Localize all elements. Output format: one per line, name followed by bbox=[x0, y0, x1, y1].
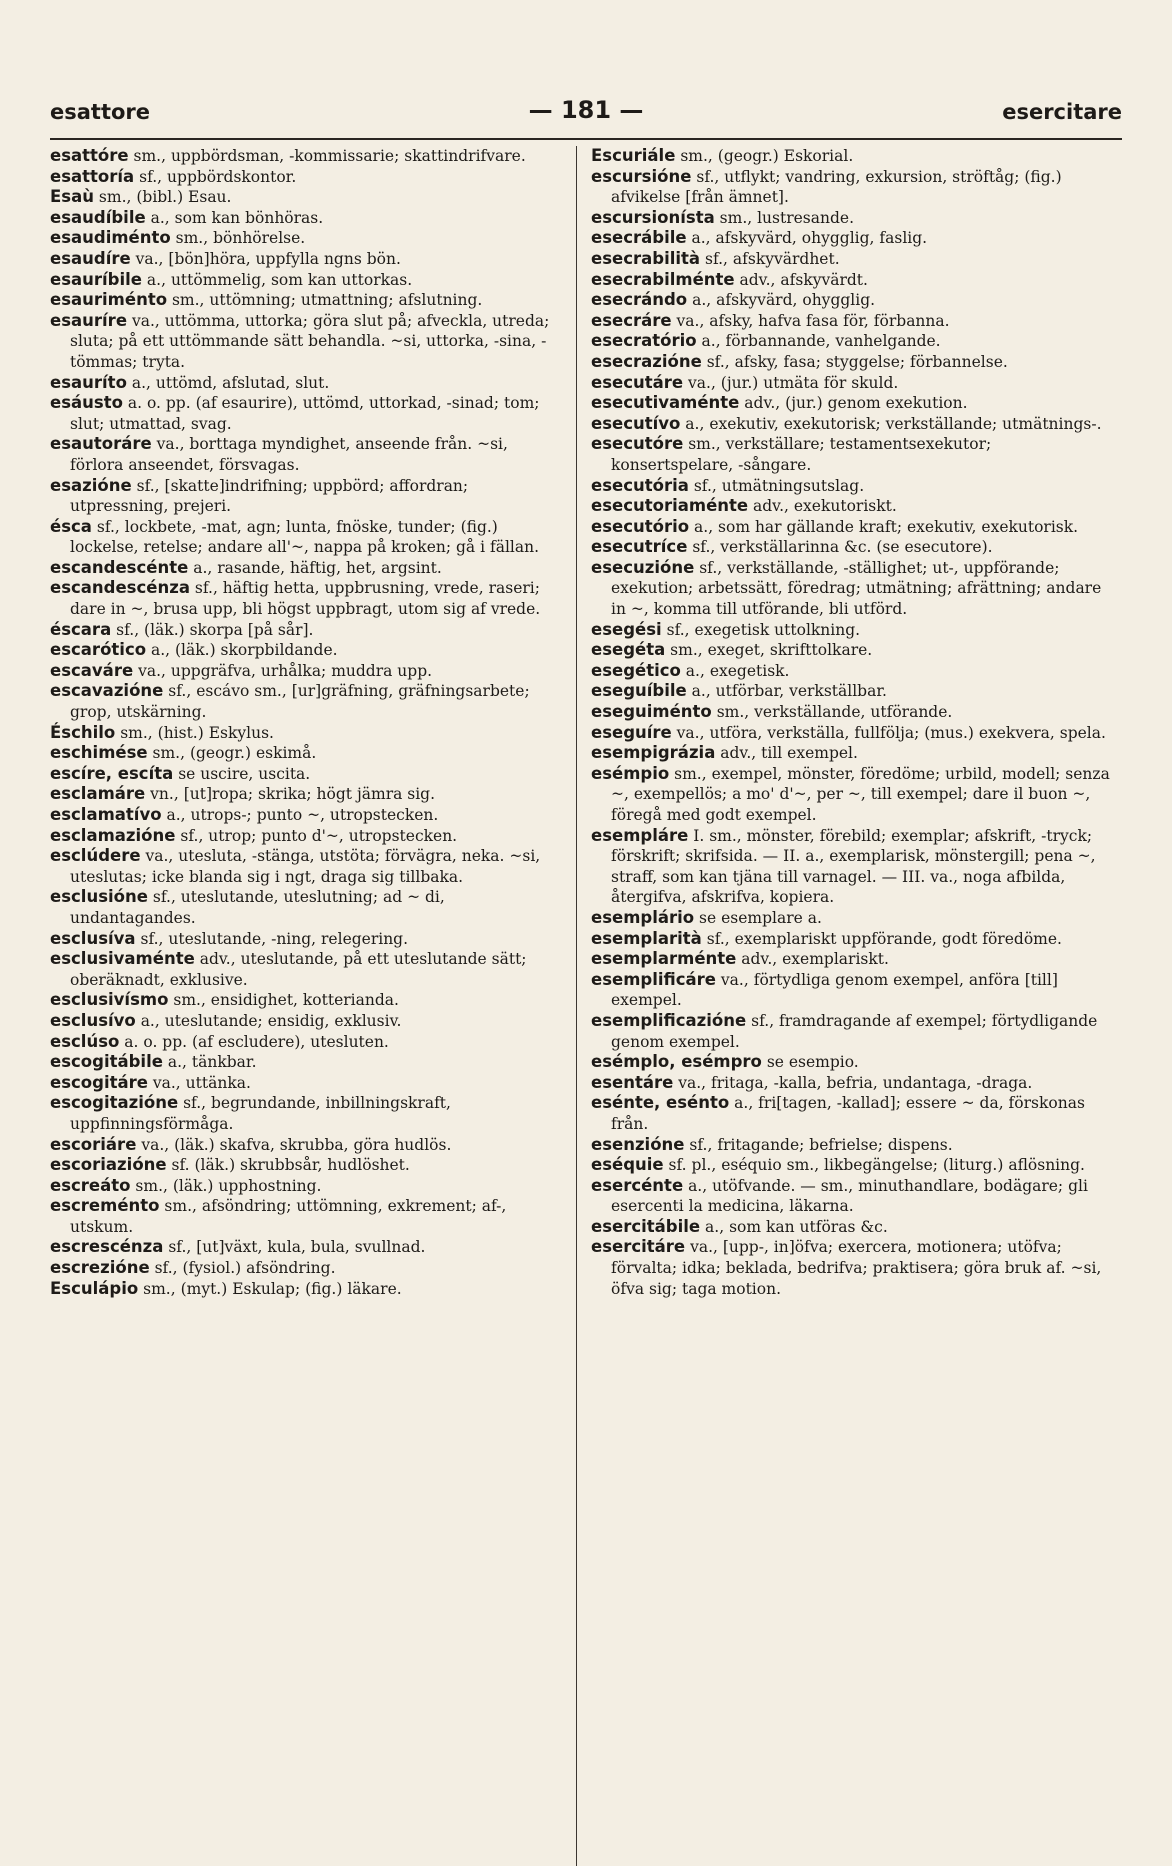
entry-headword: esémplo, esémpro bbox=[591, 1052, 762, 1072]
entry-headword: esecrabilménte bbox=[591, 269, 735, 289]
entry-definition: adv., uteslutande, på ett uteslutande sätt; oberäknadt, exklusive. bbox=[70, 950, 527, 989]
entry-definition: va., fritaga, -kalla, befria, undantaga, -draga. bbox=[673, 1073, 1033, 1092]
entry-headword: esegéta bbox=[591, 640, 666, 660]
entry-definition: adv., exekutoriskt. bbox=[748, 497, 897, 516]
dictionary-entry bbox=[50, 1032, 560, 1053]
entry-headword: esémpio bbox=[591, 763, 670, 783]
entry-headword: esecrándo bbox=[591, 290, 688, 310]
dictionary-entry bbox=[50, 311, 560, 373]
dictionary-entry bbox=[50, 784, 560, 805]
entry-headword: esclamatívo bbox=[50, 805, 162, 824]
dictionary-entry bbox=[591, 702, 1110, 723]
entry-definition: a., som har gällande kraft; exekutiv, exekutorisk. bbox=[689, 517, 1079, 536]
entry-definition: va., (läk.) skafva, skrubba, göra hudlös. bbox=[136, 1135, 452, 1154]
dictionary-entry bbox=[50, 949, 560, 990]
entry-headword: esaudíbile bbox=[50, 207, 146, 227]
entry-headword: escoriazióne bbox=[50, 1155, 167, 1175]
dictionary-entry bbox=[591, 723, 1110, 744]
entry-headword: esemplificáre bbox=[591, 969, 716, 989]
entry-headword: eseguíbile bbox=[591, 681, 687, 701]
entry-definition: sm., ensidighet, kotterianda. bbox=[168, 991, 399, 1010]
entry-headword: esempláre bbox=[591, 825, 689, 845]
entry-definition: sf., [ut]växt, kula, bula, svullnad. bbox=[163, 1238, 426, 1257]
entry-headword: escandescénte bbox=[50, 557, 189, 577]
dictionary-entry bbox=[591, 949, 1110, 970]
entry-definition: va., borttaga myndighet, anseende från. ~si, förlora anseendet, försvagas. bbox=[70, 435, 508, 474]
entry-headword: escursióne bbox=[591, 166, 692, 186]
entry-definition: sf., fritagande; befrielse; dispens. bbox=[684, 1135, 953, 1154]
entry-headword: escreáto bbox=[50, 1175, 131, 1195]
dictionary-entry bbox=[50, 929, 560, 950]
dictionary-entry bbox=[50, 517, 560, 558]
dictionary-entry bbox=[50, 805, 560, 826]
entry-definition: vn., [ut]ropa; skrika; högt jämra sig. bbox=[145, 785, 436, 804]
entry-definition: a. o. pp. (af escludere), utesluten. bbox=[119, 1032, 389, 1051]
entry-definition: a., utöfvande. — sm., minuthandlare, bodägare; gli esercenti la medicina, läkarna. bbox=[611, 1176, 1088, 1216]
entry-definition: sf., uppbördskontor. bbox=[134, 167, 297, 186]
entry-headword: esénte, esénto bbox=[591, 1093, 730, 1113]
entry-definition: sm., exempel, mönster, föredöme; urbild, modell; senza ~, exempellös; a mo' d'~, per ~, till exempel; dare il buon ~, föregå med godt exempel. bbox=[611, 764, 1110, 824]
entry-headword: esauríto bbox=[50, 372, 127, 392]
dictionary-entry bbox=[591, 414, 1110, 435]
entry-headword: Escuriále bbox=[591, 146, 676, 165]
dictionary-entry bbox=[50, 270, 560, 291]
columns bbox=[50, 146, 1122, 1856]
entry-definition: va., utföra, verkställa, fullfölja; (mus.) exekvera, spela. bbox=[671, 723, 1106, 742]
entry-headword: esazióne bbox=[50, 475, 132, 495]
entry-definition: adv., afskyvärdt. bbox=[734, 270, 868, 289]
dictionary-entry bbox=[50, 476, 560, 517]
entry-headword: esattóre bbox=[50, 146, 129, 165]
dictionary-entry bbox=[591, 1237, 1110, 1299]
dictionary-entry bbox=[591, 743, 1110, 764]
entry-definition: sf. pl., eséquio sm., likbegängelse; (liturg.) aflösning. bbox=[663, 1156, 1085, 1175]
column-divider bbox=[576, 146, 577, 1866]
entry-headword: esclusívo bbox=[50, 1010, 136, 1030]
dictionary-entry bbox=[591, 373, 1110, 394]
dictionary-entry bbox=[50, 167, 560, 188]
entry-headword: esattoría bbox=[50, 166, 135, 186]
dictionary-entry bbox=[50, 1176, 560, 1197]
dictionary-entry bbox=[591, 352, 1110, 373]
dictionary-entry bbox=[591, 640, 1110, 661]
entry-definition: sf., [skatte]indrifning; uppbörd; affordran; utpressning, prejeri. bbox=[70, 476, 469, 516]
entry-definition: sf., (läk.) skorpa [på sår]. bbox=[111, 620, 314, 639]
entry-headword: esecutória bbox=[591, 475, 689, 495]
entry-definition: se esempio. bbox=[761, 1053, 859, 1072]
dictionary-entry bbox=[50, 1093, 560, 1134]
entry-headword: esercénte bbox=[591, 1175, 684, 1195]
dictionary-entry bbox=[591, 311, 1110, 332]
entry-definition: a., afskyvärd, ohygglig, faslig. bbox=[686, 229, 928, 248]
dictionary-entry bbox=[591, 517, 1110, 538]
entry-headword: ésca bbox=[50, 516, 92, 536]
entry-headword: escogitazióne bbox=[50, 1093, 179, 1113]
dictionary-entry bbox=[50, 723, 560, 744]
entry-definition: sm., (geogr.) Eskorial. bbox=[675, 147, 854, 165]
entry-definition: a., som kan bönhöras. bbox=[145, 208, 324, 227]
entry-headword: esecrabilità bbox=[591, 248, 701, 268]
entry-definition: a., fri[tagen, -kallad]; essere ~ da, förskonas från. bbox=[611, 1094, 1085, 1133]
entry-headword: esentáre bbox=[591, 1072, 674, 1092]
dictionary-entry bbox=[50, 373, 560, 394]
dictionary-entry bbox=[591, 620, 1110, 641]
dictionary-entry bbox=[591, 826, 1110, 908]
entry-definition: sm., verkställande, utförande. bbox=[711, 703, 953, 722]
dictionary-entry bbox=[591, 1093, 1110, 1134]
entry-headword: esemplário bbox=[591, 907, 695, 927]
header-left-guideword: esattore bbox=[50, 100, 151, 124]
entry-headword: esecráre bbox=[591, 310, 672, 330]
entry-definition: a., exekutiv, exekutorisk; verkställande; utmätnings-. bbox=[680, 414, 1102, 433]
entry-definition: adv., till exempel. bbox=[715, 744, 858, 763]
dictionary-entry bbox=[591, 270, 1110, 291]
entry-headword: esecutríce bbox=[591, 537, 688, 557]
dictionary-entry bbox=[591, 908, 1110, 929]
dictionary-entry bbox=[591, 146, 1110, 167]
entry-headword: esecutoriaménte bbox=[591, 496, 749, 516]
entry-headword: eschimése bbox=[50, 743, 148, 763]
entry-headword: esecrábile bbox=[591, 228, 687, 248]
entry-headword: esclamazióne bbox=[50, 825, 176, 845]
entry-headword: esegético bbox=[591, 660, 681, 680]
dictionary-entry bbox=[591, 208, 1110, 229]
entry-definition: se esemplare a. bbox=[694, 908, 822, 927]
entry-headword: éscara bbox=[50, 619, 112, 639]
entry-headword: escandescénza bbox=[50, 578, 190, 598]
dictionary-entry bbox=[50, 1279, 560, 1300]
entry-definition: sf., häftig hetta, uppbrusning, vrede, raseri; dare in ~, brusa upp, bli högst uppbragt, utom sig af vrede. bbox=[70, 579, 541, 619]
entry-definition: va., förtydliga genom exempel, anföra [till] exempel. bbox=[611, 970, 1058, 1010]
entry-headword: esclusivísmo bbox=[50, 990, 169, 1010]
entry-headword: esautoráre bbox=[50, 434, 152, 454]
entry-definition: sf., utmätningsutslag. bbox=[688, 476, 865, 495]
dictionary-entry bbox=[50, 208, 560, 229]
entry-headword: escaváre bbox=[50, 660, 134, 680]
dictionary-entry bbox=[591, 970, 1110, 1011]
entry-definition: sf. (läk.) skrubbsår, hudlöshet. bbox=[166, 1156, 410, 1175]
entry-definition: sm., verkställare; testamentsexekutor; konsertspelare, -sångare. bbox=[611, 435, 992, 474]
entry-definition: sm., (hist.) Eskylus. bbox=[115, 723, 274, 742]
entry-headword: escogitáre bbox=[50, 1072, 148, 1092]
dictionary-entry bbox=[591, 661, 1110, 682]
dictionary-entry bbox=[591, 331, 1110, 352]
entry-headword: esecuzióne bbox=[591, 557, 695, 577]
entry-headword: esáusto bbox=[50, 393, 123, 413]
dictionary-entry bbox=[591, 496, 1110, 517]
entry-headword: esaudiménto bbox=[50, 228, 171, 248]
dictionary-entry bbox=[50, 640, 560, 661]
entry-definition: sf., exemplariskt uppförande, godt föredöme. bbox=[701, 929, 1062, 948]
dictionary-entry bbox=[50, 1155, 560, 1176]
dictionary-entry bbox=[591, 249, 1110, 270]
entry-definition: va., (jur.) utmäta för skuld. bbox=[683, 373, 899, 392]
dictionary-entry bbox=[591, 1217, 1110, 1238]
dictionary-entry bbox=[591, 537, 1110, 558]
entry-headword: escavazióne bbox=[50, 681, 164, 701]
dictionary-entry bbox=[50, 434, 560, 475]
dictionary-entry bbox=[591, 1135, 1110, 1156]
entry-definition: va., utesluta, -stänga, utstöta; förvägra, neka. ~si, uteslutas; icke blanda sig i ngt, draga sig tillbaka. bbox=[70, 847, 541, 886]
dictionary-entry bbox=[50, 146, 560, 167]
dictionary-entry bbox=[50, 620, 560, 641]
entry-definition: a., tänkbar. bbox=[162, 1053, 257, 1072]
entry-headword: esecutáre bbox=[591, 372, 684, 392]
entry-headword: esemplificazióne bbox=[591, 1010, 747, 1030]
dictionary-entry bbox=[50, 887, 560, 928]
entry-headword: esecutóre bbox=[591, 434, 684, 454]
entry-headword: Éschilo bbox=[50, 722, 116, 742]
entry-headword: esecutívo bbox=[591, 413, 681, 433]
entry-definition: a., (läk.) skorpbildande. bbox=[146, 641, 338, 660]
dictionary-entry bbox=[50, 1258, 560, 1279]
entry-definition: va., uppgräfva, urhålka; muddra upp. bbox=[133, 661, 433, 680]
entry-definition: sf., framdragande af exempel; förtydligande genom exempel. bbox=[611, 1011, 1098, 1051]
entry-definition: a. o. pp. (af esaurire), uttömd, uttorkad, -sinad; tom; slut; utmattad, svag. bbox=[70, 394, 540, 433]
entry-headword: esclusíva bbox=[50, 928, 136, 948]
dictionary-entry bbox=[591, 1052, 1110, 1073]
entry-headword: esemplarità bbox=[591, 928, 702, 948]
dictionary-entry bbox=[591, 1073, 1110, 1094]
entry-definition: a., afskyvärd, ohygglig. bbox=[687, 291, 876, 310]
entry-headword: esclusióne bbox=[50, 887, 148, 907]
dictionary-entry bbox=[50, 1073, 560, 1094]
entry-definition: a., som kan utföras &c. bbox=[700, 1217, 888, 1236]
dictionary-entry bbox=[50, 1135, 560, 1156]
entry-definition: sf., utflykt; vandring, exkursion, ströftåg; (fig.) afvikelse [från ämnet]. bbox=[611, 167, 1062, 207]
entry-headword: escursionísta bbox=[591, 207, 715, 227]
left-column bbox=[50, 146, 560, 1299]
entry-headword: escogitábile bbox=[50, 1052, 163, 1072]
entry-definition: a., uttömmelig, som kan uttorkas. bbox=[142, 270, 413, 289]
entry-definition: sf., afsky, fasa; styggelse; förbannelse. bbox=[701, 352, 1008, 371]
entry-headword: esempigrázia bbox=[591, 743, 716, 763]
entry-headword: Esculápio bbox=[50, 1278, 139, 1298]
entry-definition: adv., exemplariskt. bbox=[736, 950, 889, 969]
entry-definition: sf., uteslutande, -ning, relegering. bbox=[135, 929, 409, 948]
entry-definition: sm., (geogr.) eskimå. bbox=[147, 744, 317, 763]
dictionary-entry bbox=[50, 1052, 560, 1073]
entry-definition: sm., uttömning; utmattning; afslutning. bbox=[167, 291, 483, 310]
dictionary-entry bbox=[591, 764, 1110, 826]
entry-definition: va., afsky, hafva fasa för, förbanna. bbox=[671, 311, 950, 330]
entry-definition: I. sm., mönster, förebild; exemplar; afskrift, -tryck; förskrift; skrifsida. — II. a., exemplarisk, mönstergill; pena ~, straff, som kan tjäna till varnagel. — III. va., noga afbilda, återgifva, afskrifva, kopiera. bbox=[611, 826, 1096, 907]
entry-definition: va., [upp-, in]öfva; exercera, motionera; utöfva; förvalta; idka; beklada, bedrifva; praktisera; göra bruk af. ~si, öfva sig; taga motion. bbox=[611, 1238, 1102, 1298]
dictionary-entry bbox=[591, 1011, 1110, 1052]
page-number: — 181 — bbox=[528, 96, 644, 124]
entry-definition: a., förbannande, vanhelgande. bbox=[696, 332, 941, 351]
entry-definition: a., utrops-; punto ~, utropstecken. bbox=[161, 806, 439, 824]
dictionary-entry bbox=[591, 681, 1110, 702]
entry-definition: sf., (fysiol.) afsöndring. bbox=[149, 1259, 336, 1278]
dictionary-entry bbox=[50, 290, 560, 311]
entry-headword: esauríre bbox=[50, 310, 128, 330]
entry-headword: escreménto bbox=[50, 1196, 160, 1216]
header-rule bbox=[50, 138, 1122, 140]
dictionary-entry bbox=[591, 1176, 1110, 1217]
entry-definition: sm., (myt.) Eskulap; (fig.) läkare. bbox=[138, 1279, 402, 1298]
entry-definition: sf., afskyvärdhet. bbox=[700, 249, 840, 268]
dictionary-entry bbox=[50, 1011, 560, 1032]
entry-headword: esercitáre bbox=[591, 1237, 686, 1257]
dictionary-entry bbox=[50, 1196, 560, 1237]
dictionary-entry bbox=[591, 434, 1110, 475]
dictionary-entry bbox=[50, 1237, 560, 1258]
entry-headword: esercitábile bbox=[591, 1216, 701, 1236]
entry-definition: sf., escávo sm., [ur]gräfning, gräfningsarbete; grop, utskärning. bbox=[70, 682, 530, 722]
entry-headword: esecratório bbox=[591, 331, 697, 351]
entry-headword: esenzióne bbox=[591, 1134, 685, 1154]
entry-definition: sm., lustresande. bbox=[714, 208, 854, 227]
dictionary-entry bbox=[50, 826, 560, 847]
dictionary-entry bbox=[591, 476, 1110, 497]
dictionary-entry bbox=[50, 990, 560, 1011]
entry-headword: esegési bbox=[591, 619, 662, 639]
entry-headword: escrescénza bbox=[50, 1237, 164, 1257]
entry-definition: sf., lockbete, -mat, agn; lunta, fnöske, tunder; (fig.) lockelse, retelse; andare all'~, nappa på kroken; gå i fällan. bbox=[70, 517, 540, 557]
entry-definition: sf., uteslutande, uteslutning; ad ~ di, undantagandes. bbox=[70, 888, 445, 927]
entry-definition: sm., (läk.) upphostning. bbox=[130, 1176, 322, 1195]
entry-headword: esaudíre bbox=[50, 248, 131, 268]
entry-definition: sm., bönhörelse. bbox=[170, 229, 306, 248]
entry-definition: sf., verkställarinna &c. (se esecutore). bbox=[687, 538, 993, 557]
entry-definition: sm., afsöndring; uttömning, exkrement; af-, utskum. bbox=[70, 1197, 507, 1236]
entry-definition: a., exegetisk. bbox=[680, 661, 790, 680]
entry-definition: se uscire, uscita. bbox=[173, 764, 311, 783]
entry-definition: a., uteslutande; ensidig, exklusiv. bbox=[135, 1011, 402, 1030]
entry-headword: esclúso bbox=[50, 1031, 120, 1051]
right-column bbox=[591, 146, 1110, 1299]
dictionary-entry bbox=[591, 558, 1110, 620]
entry-definition: sm., exeget, skrifttolkare. bbox=[665, 641, 873, 660]
entry-definition: a., utförbar, verkställbar. bbox=[686, 682, 887, 701]
entry-definition: a., uttömd, afslutad, slut. bbox=[126, 373, 330, 392]
entry-headword: escrezióne bbox=[50, 1258, 150, 1278]
page-header bbox=[50, 90, 1122, 130]
dictionary-entry bbox=[591, 167, 1110, 208]
entry-headword: esauriménto bbox=[50, 290, 168, 310]
dictionary-entry bbox=[50, 249, 560, 270]
entry-definition: va., uttömma, uttorka; göra slut på; afveckla, utreda; sluta; på ett uttömmande sätt behandla. ~si, uttorka, -sina, -tömmas; tryta. bbox=[70, 311, 550, 371]
entry-headword: Esaù bbox=[50, 187, 94, 207]
entry-headword: esclusivaménte bbox=[50, 949, 195, 969]
entry-headword: esecutório bbox=[591, 516, 690, 536]
entry-definition: sf., exegetisk uttolkning. bbox=[661, 620, 861, 639]
entry-headword: esecutivaménte bbox=[591, 393, 740, 413]
entry-definition: sf., verkställande, -ställighet; ut-, uppförande; exekution; arbetssätt, föredrag; utmätning; afrättning; andare in ~, komma till utförande, bli utförd. bbox=[611, 558, 1102, 619]
entry-headword: escíre, escíta bbox=[50, 763, 174, 783]
entry-headword: eséquie bbox=[591, 1155, 664, 1175]
dictionary-entry bbox=[591, 228, 1110, 249]
entry-definition: va., [bön]höra, uppfylla ngns bön. bbox=[130, 249, 401, 268]
entry-definition: va., uttänka. bbox=[147, 1073, 251, 1092]
entry-headword: eseguíre bbox=[591, 722, 672, 742]
dictionary-entry bbox=[50, 393, 560, 434]
entry-definition: adv., (jur.) genom exekution. bbox=[739, 394, 968, 413]
entry-headword: eseguiménto bbox=[591, 702, 712, 722]
entry-definition: sm., uppbördsman, -kommissarie; skattindrifvare. bbox=[128, 147, 526, 165]
entry-definition: sf., begrundande, inbillningskraft, uppfinningsförmåga. bbox=[70, 1094, 451, 1133]
dictionary-entry bbox=[591, 1155, 1110, 1176]
dictionary-entry bbox=[50, 743, 560, 764]
entry-headword: esemplarménte bbox=[591, 949, 737, 969]
entry-headword: esclamáre bbox=[50, 784, 146, 804]
dictionary-entry bbox=[50, 558, 560, 579]
entry-definition: sf., utrop; punto d'~, utropstecken. bbox=[175, 826, 458, 845]
dictionary-entry bbox=[591, 929, 1110, 950]
dictionary-entry bbox=[591, 290, 1110, 311]
entry-headword: esauríbile bbox=[50, 269, 142, 289]
dictionary-entry bbox=[50, 681, 560, 722]
dictionary-entry bbox=[50, 187, 560, 208]
entry-definition: sm., (bibl.) Esau. bbox=[93, 188, 232, 207]
dictionary-entry bbox=[50, 661, 560, 682]
dictionary-entry bbox=[50, 764, 560, 785]
dictionary-entry bbox=[591, 393, 1110, 414]
entry-headword: escoriáre bbox=[50, 1134, 137, 1154]
header-right-guideword: esercitare bbox=[1002, 100, 1122, 124]
entry-headword: esecrazióne bbox=[591, 351, 702, 371]
entry-headword: escarótico bbox=[50, 640, 147, 660]
dictionary-entry bbox=[50, 228, 560, 249]
dictionary-entry bbox=[50, 578, 560, 619]
entry-headword: esclúdere bbox=[50, 846, 141, 866]
entry-definition: a., rasande, häftig, het, argsint. bbox=[188, 558, 442, 577]
dictionary-entry bbox=[50, 846, 560, 887]
